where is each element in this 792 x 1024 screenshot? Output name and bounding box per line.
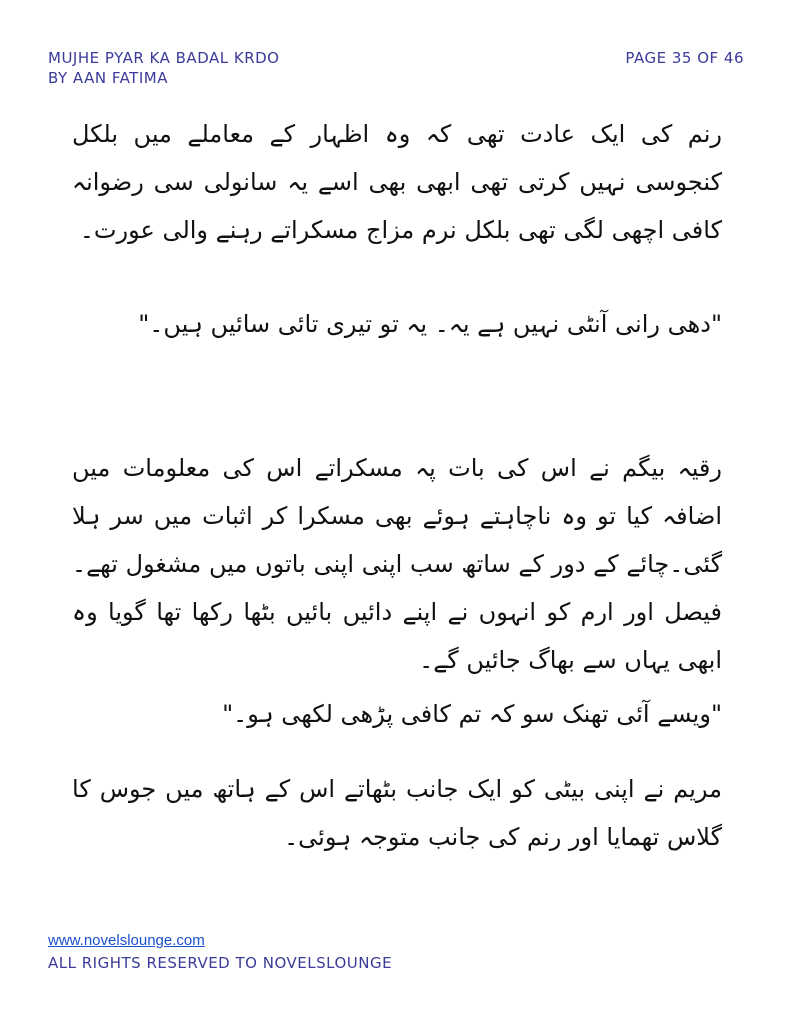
paragraph-3: رقیہ بیگم نے اس کی بات پہ مسکراتے اس کی معلومات میں اضافہ کیا تو وہ ناچاہتے ہوئے بھی مسکرا کر اثبات میں سر ہلا گئی۔چائے کے دور کے ساتھ سب اپنی اپنی باتوں میں مشغول تھے۔فیصل اور ارم کو انہوں نے اپنے دائیں بائیں بٹھا رکھا تھا گویا وہ ابھی یہاں سے بھاگ جائیں گے۔ bbox=[72, 454, 722, 674]
paragraph-2: "دھی رانی آنٹی نہیں ہے یہ۔ یہ تو تیری تائی سائیں ہیں۔" bbox=[138, 310, 722, 338]
paragraph-1: رنم کی ایک عادت تھی کہ وہ اظہار کے معاملے میں بلکل کنجوسی نہیں کرتی تھی ابھی بھی اسے یہ سانولی سی رضوانہ کافی اچھی لگی تھی بلکل نرم مزاج مسکراتے رہنے والی عورت۔ bbox=[72, 120, 722, 244]
paragraph-4: "ویسے آئی تھنک سو کہ تم کافی پڑھی لکھی ہو۔" bbox=[222, 700, 722, 728]
website-link[interactable]: www.novelslounge.com bbox=[48, 932, 205, 949]
novel-title: MUJHE PYAR KA BADAL KRDO bbox=[48, 49, 280, 67]
author-name: BY AAN FATIMA bbox=[48, 69, 168, 87]
rights-notice: ALL RIGHTS RESERVED TO NOVELSLOUNGE bbox=[48, 954, 393, 972]
page-number: PAGE 35 OF 46 bbox=[625, 49, 744, 67]
paragraph-5: مریم نے اپنی بیٹی کو ایک جانب بٹھاتے اس کے ہاتھ میں جوس کا گلاس تھمایا اور رنم کی جانب متوجہ ہوئی۔ bbox=[72, 775, 722, 851]
